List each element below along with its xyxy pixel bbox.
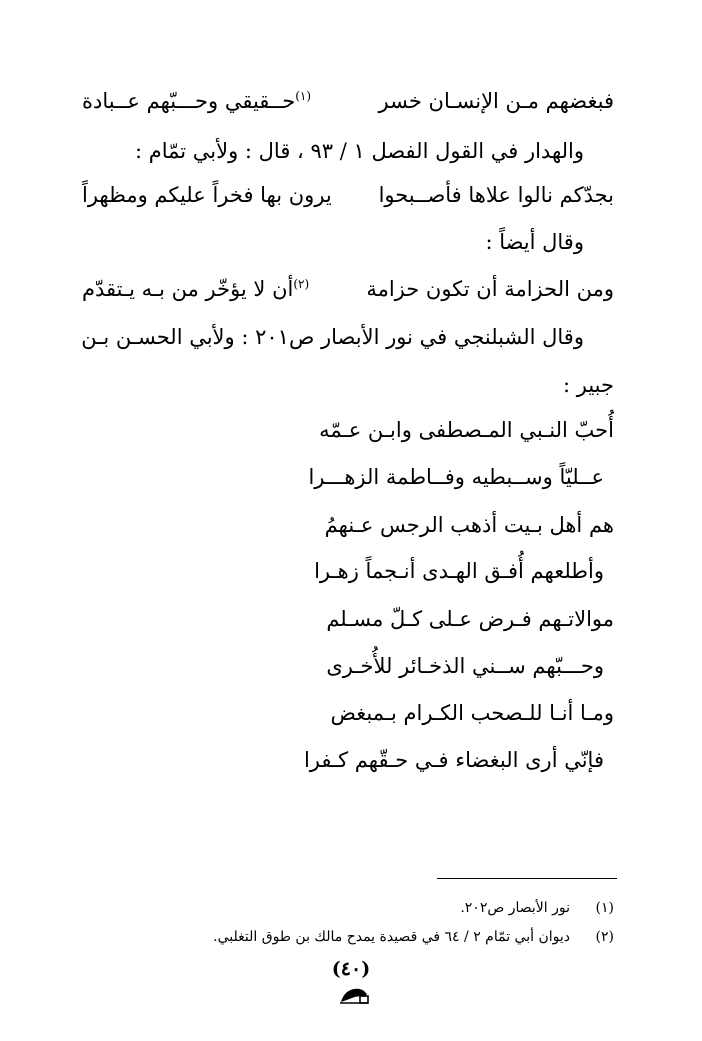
- verse-1: [82, 86, 614, 116]
- verse-3-hemistich-left: $^{(٢)}$أن لا يؤخّر من بـه يـتقدّم: [82, 277, 310, 301]
- poem-line: وحـــبّهم ســني الذخـائر للأُخـرى: [326, 654, 604, 678]
- verse-1-hemistich-left: $^{(١)}$حــقيقي وحـــبّهم عــبادة: [82, 89, 312, 113]
- footnote-number: (١): [595, 900, 614, 916]
- poem-line: موالاتـهم فـرض عـلى كـلّ مسـلم: [326, 607, 614, 631]
- page-number: (٤٠): [331, 958, 371, 980]
- prose-line-2: والهدار في القول الفصل ١ / ٩٣ ، قال : ولأبي تمّام :: [134, 139, 584, 163]
- footnote-text: نور الأبصار ص٢٠٢.: [460, 900, 570, 916]
- poem-line: وأطلعهم أُفـق الهـدى أنـجماً زهـرا: [314, 559, 604, 583]
- pen-icon: [338, 985, 370, 1005]
- poem-line: فإنّي أرى البغضاء فـي حـقّهم كـفرا: [303, 748, 604, 772]
- prose-line-7: جبير :: [563, 373, 614, 397]
- verse-2-hemistich-left: يرون بها فخراً عليكم ومظهراً: [82, 183, 332, 207]
- poem-line: هم أهل بـيت أذهب الرجس عـنهمُ: [324, 513, 614, 537]
- verse-1-hemistich-right: فبغضهم مـن الإنسـان خسر: [378, 89, 614, 113]
- footnote-ref-1: (١): [295, 89, 312, 103]
- poem-line: ومـا أنـا للـصحب الكـرام بـمبغض: [330, 701, 614, 725]
- poem-line: أُحبّ النـبي المـصطفى وابـن عـمّه: [319, 418, 614, 442]
- footnote-1: [460, 898, 614, 918]
- footnote-number: (٢): [595, 929, 614, 945]
- footnote-2: [213, 927, 614, 947]
- footnote-text: ديوان أبي تمّام ٢ / ٦٤ في قصيدة يمدح مالك بن طوق التغلبي.: [213, 929, 570, 945]
- verse-3: [82, 274, 614, 304]
- prose-line-6: وقال الشبلنجي في نور الأبصار ص٢٠١ : ولأبي الحسـن بـن: [81, 325, 584, 349]
- verse-2-hemistich-right: بجدّكم نالوا علاها فأصــبحوا: [378, 183, 614, 207]
- verse-3-hemistich-right: ومن الحزامة أن تكون حزامة: [366, 277, 614, 301]
- prose-line-4: وقال أيضاً :: [485, 230, 584, 254]
- verse-2: [82, 180, 614, 210]
- footnote-separator: [437, 878, 617, 879]
- poem-line: عــليّاً وســبطيه وفــاطمة الزهـــرا: [308, 465, 604, 489]
- footnote-ref-2: (٢): [293, 277, 310, 291]
